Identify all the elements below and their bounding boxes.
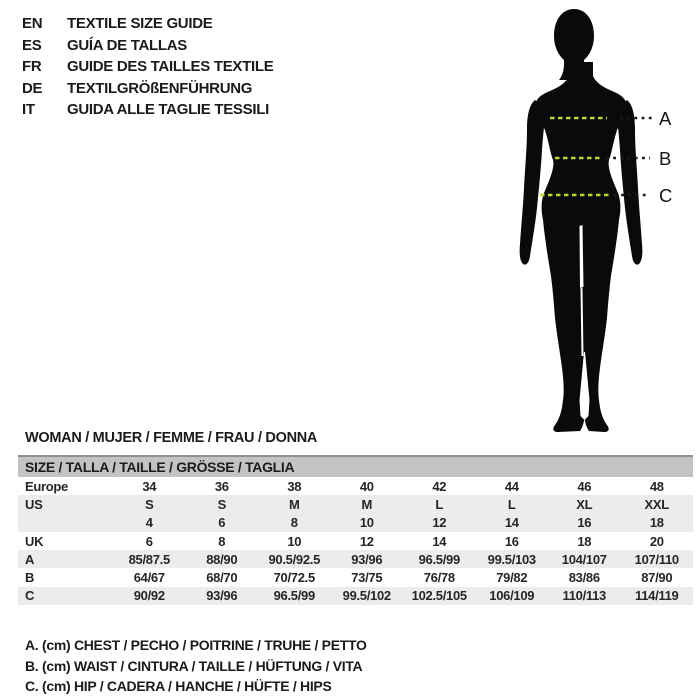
size-cell: 83/86 [568, 570, 600, 586]
language-list [22, 13, 273, 121]
language-item [22, 99, 273, 121]
size-cell: 34 [142, 478, 157, 494]
marker-c-label: C [659, 185, 673, 206]
size-cell: 106/109 [489, 588, 535, 604]
row-label: A [25, 551, 35, 567]
size-cell: 14 [504, 515, 519, 531]
size-cell: 12 [432, 515, 447, 531]
size-cell: L [507, 496, 516, 512]
language-title: GUIDA ALLE TAGLIE TESSILI [67, 101, 269, 118]
size-cell: 70/72.5 [273, 570, 315, 586]
size-cell: XL [576, 496, 593, 512]
language-title: TEXTILE SIZE GUIDE [67, 15, 213, 32]
size-cell: S [145, 496, 154, 512]
table-row [18, 532, 693, 550]
size-cell: 8 [290, 515, 298, 531]
size-cell: 96.5/99 [418, 551, 460, 567]
size-cell: 99.5/103 [487, 551, 536, 567]
size-cell: 93/96 [206, 588, 238, 604]
size-cell: 16 [504, 533, 519, 549]
size-cell: 18 [577, 533, 592, 549]
size-cell: 18 [649, 515, 664, 531]
size-cell: 42 [432, 478, 447, 494]
size-cell: 44 [504, 478, 519, 494]
size-cell: 90/92 [133, 588, 165, 604]
legend-line: B. (cm) WAIST / CINTURA / TAILLE / HÜFTUNG / VITA [25, 657, 363, 674]
size-cell: S [217, 496, 226, 512]
size-cell: 68/70 [206, 570, 238, 586]
size-cell: 110/113 [562, 588, 606, 604]
size-cell: 48 [649, 478, 664, 494]
measurement-legend [25, 635, 367, 697]
size-cell: 93/96 [351, 551, 383, 567]
size-cell: 12 [359, 533, 374, 549]
language-item [22, 35, 273, 57]
size-cell: 64/67 [133, 570, 165, 586]
language-code: FR [22, 58, 42, 75]
legend-line: C. (cm) HIP / CADERA / HANCHE / HÜFTE / HIPS [25, 678, 332, 694]
row-label: UK [25, 533, 44, 549]
size-cell: L [435, 496, 444, 512]
language-item [22, 78, 273, 100]
row-label: Europe [25, 478, 68, 494]
row-label [18, 514, 113, 532]
silhouette-left-arm [520, 100, 545, 265]
size-cell: 114/119 [635, 588, 679, 604]
marker-a-label: A [659, 108, 672, 129]
language-code: IT [22, 101, 35, 118]
table-row [18, 568, 693, 586]
language-item [22, 13, 273, 35]
language-title: GUIDE DES TAILLES TEXTILE [67, 58, 274, 75]
size-cell: 10 [287, 533, 302, 549]
size-cell: 10 [359, 515, 374, 531]
language-code: EN [22, 15, 43, 32]
table-row [18, 587, 693, 605]
table-row [18, 477, 693, 495]
size-cell: 73/75 [351, 570, 383, 586]
size-table-grid [18, 477, 693, 605]
size-cell: 4 [145, 515, 153, 531]
language-code: ES [22, 36, 42, 54]
language-title: GUÍA DE TALLAS [67, 36, 187, 54]
size-cell: 40 [359, 478, 374, 494]
size-cell: XXL [644, 496, 669, 512]
size-cell: 46 [577, 478, 592, 494]
size-cell: 38 [287, 478, 302, 494]
table-header: SIZE / TALLA / TAILLE / GRÖSSE / TAGLIA [18, 455, 693, 477]
size-cell: 90.5/92.5 [268, 551, 320, 567]
size-cell: 104/107 [561, 551, 607, 567]
size-table [18, 455, 693, 605]
size-cell: 76/78 [423, 570, 455, 586]
row-label: C [25, 588, 35, 604]
size-cell: 14 [432, 533, 447, 549]
size-cell: M [288, 496, 300, 512]
size-cell: 85/87.5 [128, 551, 170, 567]
row-label: US [25, 496, 43, 512]
size-cell: 36 [214, 478, 229, 494]
size-table-body [18, 477, 693, 605]
size-cell: 102.5/105 [411, 588, 467, 604]
size-cell: 96.5/99 [273, 588, 315, 604]
table-row [18, 495, 693, 513]
size-cell: 99.5/102 [342, 588, 391, 604]
table-group-title: WOMAN / MUJER / FEMME / FRAU / DONNA [25, 430, 318, 446]
size-cell: M [361, 496, 373, 512]
size-cell: 8 [218, 533, 226, 549]
size-cell: 88/90 [206, 551, 238, 567]
table-row [18, 550, 693, 568]
language-code: DE [22, 79, 43, 97]
size-cell: 20 [649, 533, 664, 549]
marker-b-label: B [659, 148, 672, 169]
size-cell: 6 [145, 533, 153, 549]
woman-silhouette-figure [440, 0, 700, 450]
language-item [22, 56, 273, 78]
size-cell: 16 [577, 515, 592, 531]
legend-line: A. (cm) CHEST / PECHO / POITRINE / TRUHE / PETTO [25, 637, 367, 653]
table-row [18, 514, 693, 532]
silhouette-right-arm [617, 100, 642, 265]
size-cell: 107/110 [634, 551, 679, 567]
size-cell: 6 [218, 515, 226, 531]
size-cell: 87/90 [641, 570, 673, 586]
size-cell: 79/82 [496, 570, 528, 586]
row-label: B [25, 570, 35, 586]
language-title: TEXTILGRÖßENFÜHRUNG [67, 79, 253, 97]
